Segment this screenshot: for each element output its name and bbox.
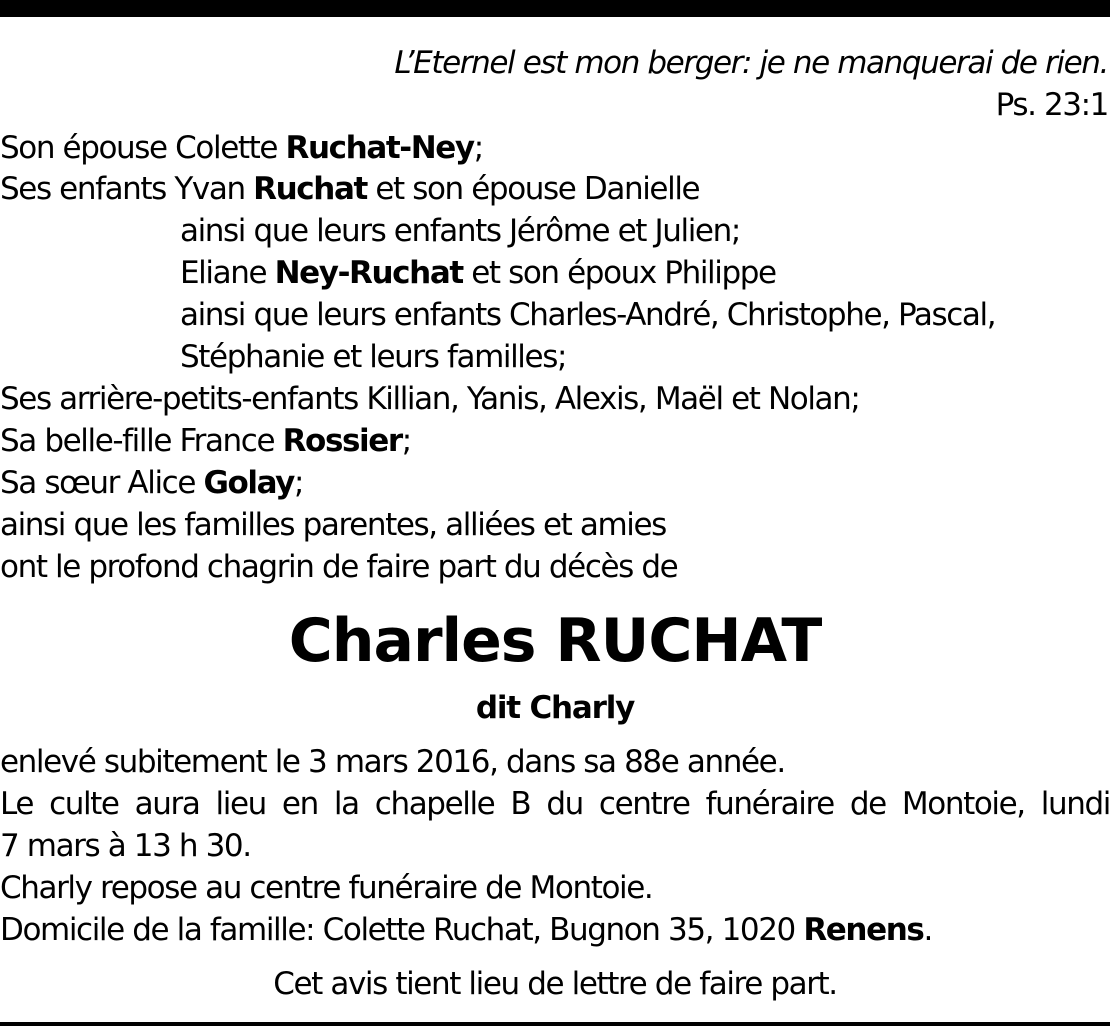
domicile-city: Renens xyxy=(803,912,924,948)
sister-line: Sa sœur Alice Golay; xyxy=(0,465,304,501)
deceased-nickname: dit Charly xyxy=(475,690,635,726)
sister-surname: Golay xyxy=(203,465,294,501)
daughter-in-law-surname: Rossier xyxy=(282,423,402,459)
service-line-2: 7 mars à 13 h 30. xyxy=(0,828,251,864)
bible-verse: L’Eternel est mon berger: je ne manquerai de rien. xyxy=(394,45,1108,81)
notice-line: Cet avis tient lieu de lettre de faire part. xyxy=(273,966,837,1002)
children-line-2: Eliane Ney-Ruchat et son époux Philippe xyxy=(180,255,776,291)
families-line: ainsi que les familles parentes, alliées et amies xyxy=(0,507,666,543)
resting-line: Charly repose au centre funéraire de Montoie. xyxy=(0,870,653,906)
children-line-1b: ainsi que leurs enfants Jérôme et Julien; xyxy=(180,213,740,249)
child-2-surname: Ney-Ruchat xyxy=(274,255,463,291)
great-grandchildren-line: Ses arrière-petits-enfants Killian, Yanis, Alexis, Maël et Nolan; xyxy=(0,381,860,417)
children-line-2c: Stéphanie et leurs familles; xyxy=(180,339,566,375)
announcement-line: ont le profond chagrin de faire part du décès de xyxy=(0,549,678,585)
deceased-name: Charles RUCHAT xyxy=(288,606,822,676)
verse-reference: Ps. 23:1 xyxy=(995,87,1108,123)
children-line-1: Ses enfants Yvan Ruchat et son épouse Danielle xyxy=(0,171,700,207)
domicile-line: Domicile de la famille: Colette Ruchat, Bugnon 35, 1020 Renens. xyxy=(0,912,932,948)
daughter-in-law-line: Sa belle-fille France Rossier; xyxy=(0,423,411,459)
spouse-surname: Ruchat-Ney xyxy=(285,130,474,166)
children-line-2b: ainsi que leurs enfants Charles-André, Christophe, Pascal, xyxy=(180,297,996,333)
spouse-line: Son épouse Colette Ruchat-Ney; xyxy=(0,130,483,166)
child-1-surname: Ruchat xyxy=(253,171,367,207)
bottom-rule xyxy=(0,1022,1110,1026)
death-line: enlevé subitement le 3 mars 2016, dans sa 88e année. xyxy=(0,744,785,780)
service-line-1: Le culte aura lieu en la chapelle B du centre funéraire de Montoie, lundi xyxy=(0,786,1110,822)
top-rule xyxy=(0,0,1110,17)
